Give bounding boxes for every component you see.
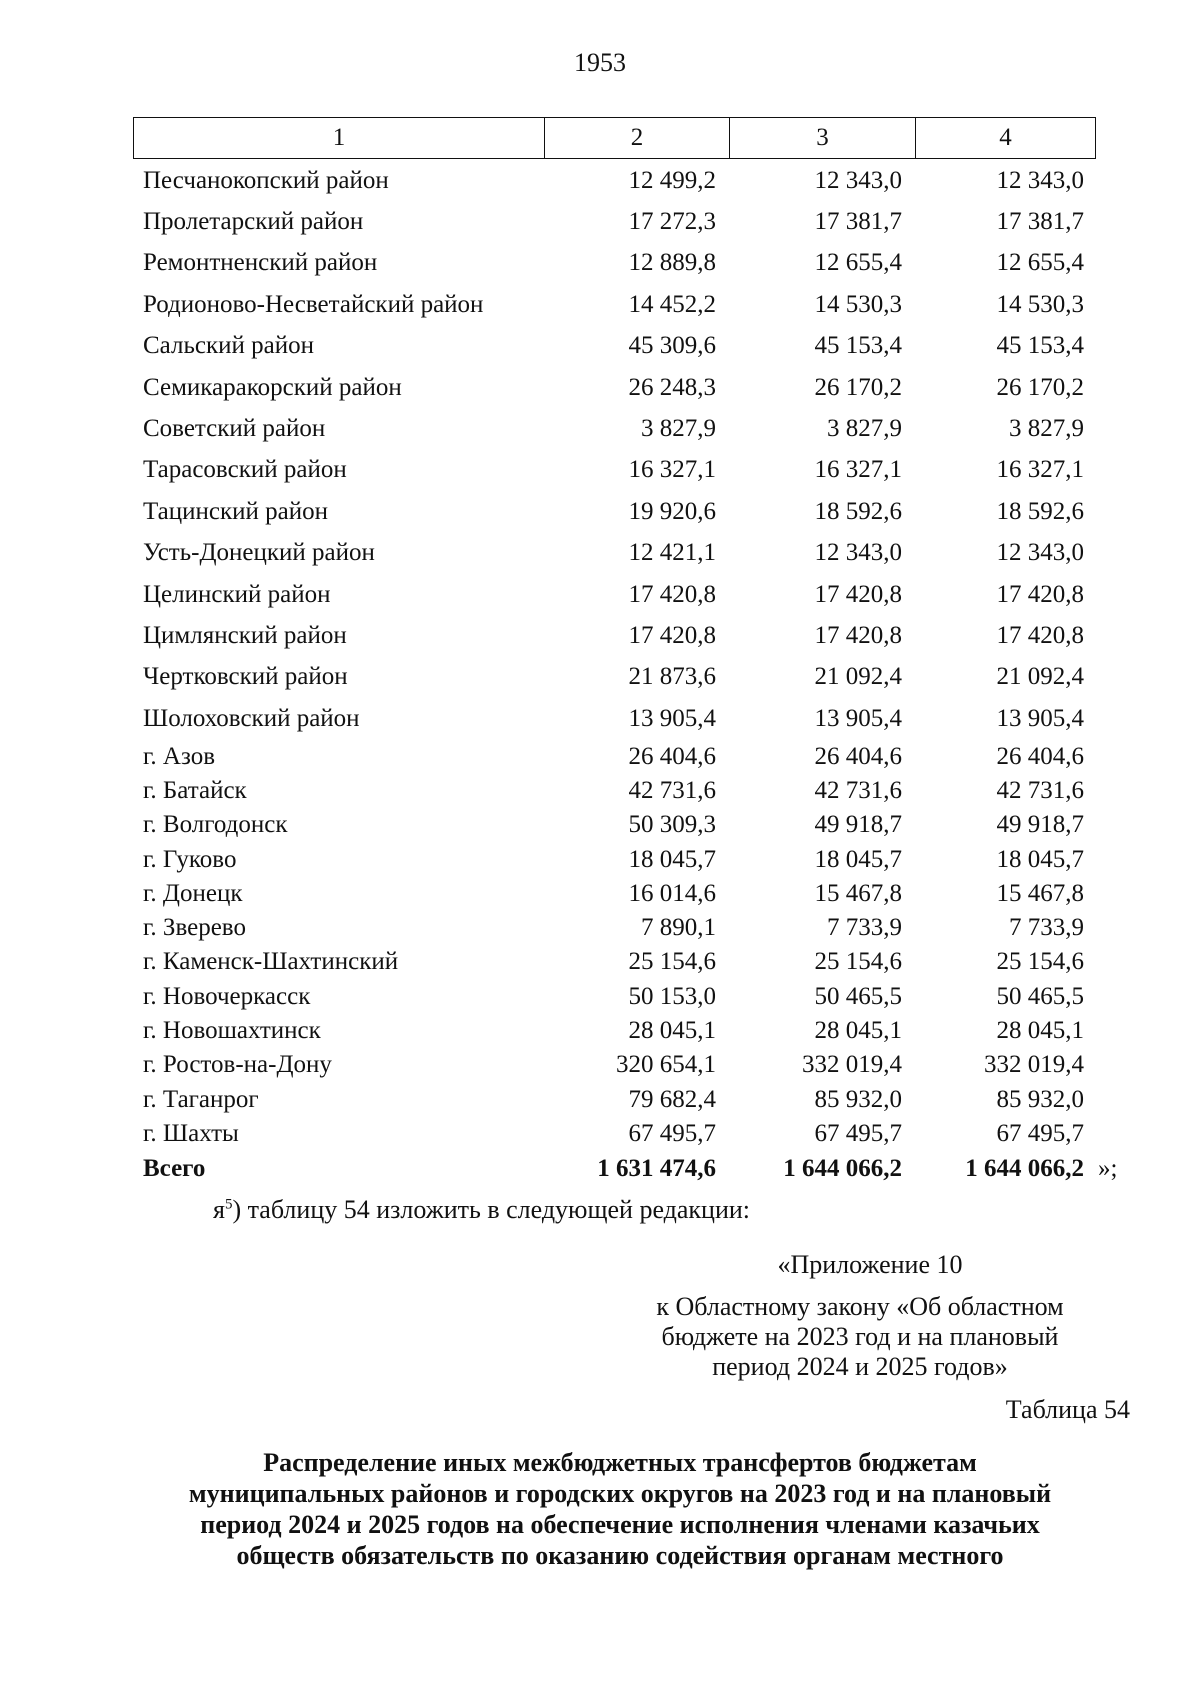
table-row — [133, 201, 1096, 242]
row-name: г. Зверево — [143, 914, 246, 942]
row-name: Цимлянский район — [143, 621, 347, 649]
value-2023: 19 920,6 — [628, 497, 716, 525]
table-row — [133, 243, 1096, 284]
row-name: г. Волгодонск — [143, 811, 288, 839]
value-2025: 26 404,6 — [996, 742, 1084, 770]
value-2025: 7 733,9 — [1009, 914, 1084, 942]
value-2023: 3 827,9 — [641, 415, 716, 443]
value-2024: 7 733,9 — [827, 914, 902, 942]
table-row — [133, 1014, 1096, 1048]
value-2023: 17 272,3 — [628, 208, 716, 236]
value-2024: 16 327,1 — [814, 456, 902, 484]
total-2024: 1 644 066,2 — [783, 1155, 902, 1183]
row-name: Песчанокопский район — [143, 166, 389, 194]
value-2023: 50 309,3 — [628, 811, 716, 839]
row-name: Тацинский район — [143, 497, 328, 525]
row-name: Тарасовский район — [143, 456, 347, 484]
row-name: Шолоховский район — [143, 704, 360, 732]
row-name: Семикаракорский район — [143, 373, 402, 401]
value-2024: 42 731,6 — [814, 776, 902, 804]
value-2023: 18 045,7 — [628, 845, 716, 873]
value-2024: 12 343,0 — [814, 166, 902, 194]
table-row — [133, 945, 1096, 979]
value-2024: 67 495,7 — [814, 1119, 902, 1147]
value-2023: 12 499,2 — [628, 166, 716, 194]
value-2024: 21 092,4 — [814, 663, 902, 691]
row-name: г. Таганрог — [143, 1085, 259, 1113]
value-2025: 42 731,6 — [996, 776, 1084, 804]
table-row — [133, 698, 1096, 739]
value-2023: 26 404,6 — [628, 742, 716, 770]
value-2023: 26 248,3 — [628, 373, 716, 401]
value-2024: 12 655,4 — [814, 249, 902, 277]
value-2023: 42 731,6 — [628, 776, 716, 804]
value-2025: 45 153,4 — [996, 332, 1084, 360]
value-2025: 17 381,7 — [996, 208, 1084, 236]
value-2024: 85 932,0 — [814, 1085, 902, 1113]
value-2024: 26 404,6 — [814, 742, 902, 770]
row-name: г. Батайск — [143, 776, 247, 804]
row-name: г. Новошахтинск — [143, 1016, 321, 1044]
table-body — [133, 160, 1118, 1187]
value-2024: 26 170,2 — [814, 373, 902, 401]
column-header-2: 2 — [544, 118, 729, 158]
row-name: г. Донецк — [143, 879, 243, 907]
value-2023: 79 682,4 — [628, 1085, 716, 1113]
column-header-3: 3 — [729, 118, 915, 158]
table-row — [133, 1117, 1096, 1151]
appendix-title: «Приложение 10 — [777, 1250, 963, 1279]
value-2024: 15 467,8 — [814, 879, 902, 907]
row-name: г. Новочеркасск — [143, 982, 311, 1010]
value-2025: 17 420,8 — [996, 580, 1084, 608]
value-2024: 18 045,7 — [814, 845, 902, 873]
table-row — [133, 367, 1096, 408]
value-2025: 13 905,4 — [996, 704, 1084, 732]
row-name: Родионово-Несветайский район — [143, 290, 484, 318]
row-name: г. Ростов-на-Дону — [143, 1051, 332, 1079]
value-2024: 50 465,5 — [814, 982, 902, 1010]
table-row — [133, 284, 1096, 325]
row-name: Сальский район — [143, 332, 314, 360]
row-name: г. Гуково — [143, 845, 237, 873]
table-row — [133, 911, 1096, 945]
amendment-instruction: $я^5$) таблицу 54 изложить в следующей редакции: — [213, 1195, 751, 1224]
value-2024: 18 592,6 — [814, 497, 902, 525]
value-2023: 17 420,8 — [628, 621, 716, 649]
value-2025: 28 045,1 — [996, 1016, 1084, 1044]
value-2023: 50 153,0 — [628, 982, 716, 1010]
value-2023: 67 495,7 — [628, 1119, 716, 1147]
table-label: Таблица 54 — [1005, 1395, 1130, 1424]
value-2023: 16 327,1 — [628, 456, 716, 484]
row-name: г. Шахты — [143, 1119, 239, 1147]
total-2023: 1 631 474,6 — [597, 1155, 716, 1183]
table-row — [133, 408, 1096, 449]
table-row — [133, 615, 1096, 656]
value-2025: 85 932,0 — [996, 1085, 1084, 1113]
value-2024: 332 019,4 — [802, 1051, 902, 1079]
value-2024: 12 343,0 — [814, 539, 902, 567]
value-2024: 3 827,9 — [827, 415, 902, 443]
value-2025: 49 918,7 — [996, 811, 1084, 839]
value-2025: 18 045,7 — [996, 845, 1084, 873]
value-2025: 332 019,4 — [984, 1051, 1084, 1079]
page-number: 1953 — [574, 48, 626, 77]
total-label: Всего — [143, 1155, 206, 1183]
table-row — [133, 842, 1096, 876]
table-row — [133, 877, 1096, 911]
value-2024: 25 154,6 — [814, 948, 902, 976]
value-2025: 12 343,0 — [996, 539, 1084, 567]
value-2023: 12 889,8 — [628, 249, 716, 277]
value-2023: 21 873,6 — [628, 663, 716, 691]
value-2024: 28 045,1 — [814, 1016, 902, 1044]
column-header-1: 1 — [332, 124, 346, 151]
value-2025: 18 592,6 — [996, 497, 1084, 525]
table-row — [133, 774, 1096, 808]
value-2023: 320 654,1 — [616, 1051, 716, 1079]
column-header-4: 4 — [915, 118, 1095, 158]
value-2025: 15 467,8 — [996, 879, 1084, 907]
value-2024: 17 381,7 — [814, 208, 902, 236]
value-2025: 50 465,5 — [996, 982, 1084, 1010]
value-2023: 28 045,1 — [628, 1016, 716, 1044]
value-2023: 25 154,6 — [628, 948, 716, 976]
table-row — [133, 657, 1096, 698]
row-name: Чертковский район — [143, 663, 348, 691]
table-row — [133, 574, 1096, 615]
value-2025: 67 495,7 — [996, 1119, 1084, 1147]
row-name: Пролетарский район — [143, 208, 364, 236]
table-row — [133, 808, 1096, 842]
row-name: Ремонтненский район — [143, 249, 378, 277]
table-row — [133, 980, 1096, 1014]
value-2025: 25 154,6 — [996, 948, 1084, 976]
value-2025: 12 655,4 — [996, 249, 1084, 277]
appendix-subtitle: к Областному закону «Об областном бюджете на 2023 год и на плановый период 2024 и 2025 годов» — [656, 1292, 1064, 1381]
value-2025: 12 343,0 — [996, 166, 1084, 194]
value-2024: 17 420,8 — [814, 580, 902, 608]
table-row — [133, 326, 1096, 367]
value-2024: 17 420,8 — [814, 621, 902, 649]
value-2024: 49 918,7 — [814, 811, 902, 839]
row-name: г. Каменск-Шахтинский — [143, 948, 399, 976]
value-2025: 21 092,4 — [996, 663, 1084, 691]
table-row — [133, 450, 1096, 491]
total-2025: 1 644 066,2 »; — [965, 1155, 1118, 1183]
value-2025: 26 170,2 — [996, 373, 1084, 401]
value-2025: 3 827,9 — [1009, 415, 1084, 443]
value-2025: 16 327,1 — [996, 456, 1084, 484]
table-heading: Распределение иных межбюджетных трансфертов бюджетам муниципальных районов и городских округов на 2023 год и на плановый период 2024 и 2025 годов на обеспечение исполнения членами казачьих обществ обязательств по оказанию содействия органам местного — [188, 1448, 1052, 1570]
table-row — [133, 1082, 1096, 1116]
table-row — [133, 491, 1096, 532]
value-2023: 16 014,6 — [628, 879, 716, 907]
table-row — [133, 1048, 1096, 1082]
value-2024: 13 905,4 — [814, 704, 902, 732]
value-2024: 45 153,4 — [814, 332, 902, 360]
row-name: Советский район — [143, 415, 326, 443]
value-2023: 17 420,8 — [628, 580, 716, 608]
row-name: Усть-Донецкий район — [143, 539, 375, 567]
table-row — [133, 533, 1096, 574]
table-header — [133, 117, 1096, 159]
value-2023: 7 890,1 — [641, 914, 716, 942]
table-row — [133, 739, 1096, 773]
value-2025: 17 420,8 — [996, 621, 1084, 649]
value-2023: 13 905,4 — [628, 704, 716, 732]
value-2024: 14 530,3 — [814, 290, 902, 318]
closing-quote: »; — [1098, 1155, 1118, 1183]
total-row — [133, 1151, 1118, 1187]
row-name: г. Азов — [143, 742, 216, 770]
row-name: Целинский район — [143, 580, 331, 608]
value-2023: 45 309,6 — [628, 332, 716, 360]
value-2023: 12 421,1 — [628, 539, 716, 567]
table-row — [133, 160, 1096, 201]
value-2023: 14 452,2 — [628, 290, 716, 318]
value-2025: 14 530,3 — [996, 290, 1084, 318]
